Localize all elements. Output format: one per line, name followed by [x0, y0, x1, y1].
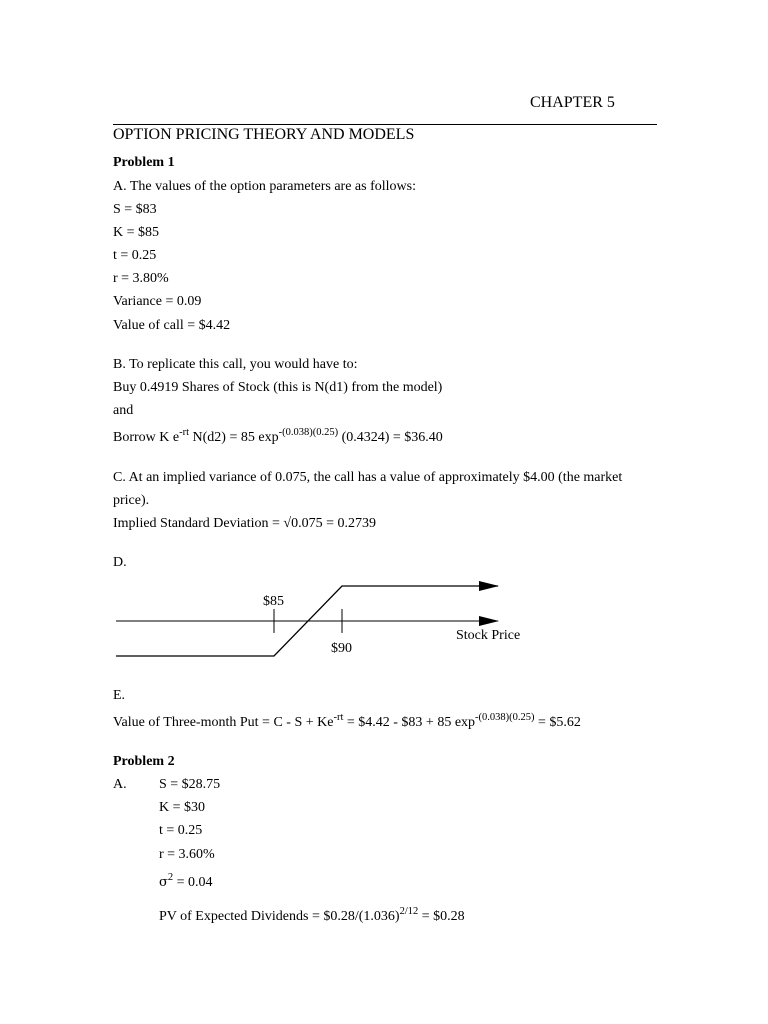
- borrow-text: Borrow K e: [113, 430, 180, 445]
- payoff-diagram: [0, 575, 768, 665]
- chapter-title: OPTION PRICING THEORY AND MODELS: [113, 126, 415, 143]
- sigma-exponent: 2: [167, 872, 174, 883]
- param-line: K = $30: [159, 800, 206, 815]
- param-line: S = $83: [113, 202, 157, 217]
- problem-2-heading: Problem 2: [113, 754, 175, 769]
- sigma-line: [159, 874, 213, 893]
- problem-1c-line: Implied Standard Deviation = √0.075 = 0.2739: [113, 516, 376, 531]
- put-exponent: -rt: [333, 712, 344, 723]
- label-85: $85: [263, 594, 284, 609]
- problem-1e-line: [113, 714, 581, 733]
- put-text: = $5.62: [534, 715, 581, 730]
- problem-1b-buy: Buy 0.4919 Shares of Stock (this is N(d1) from the model): [113, 380, 443, 395]
- param-line: t = 0.25: [159, 823, 203, 838]
- param-line: Value of call = $4.42: [113, 318, 231, 333]
- problem-1d-label: D.: [113, 555, 127, 570]
- put-text: = $4.42 - $83 + 85 exp: [343, 715, 476, 730]
- sigma-symbol: σ: [159, 875, 168, 890]
- problem-1a-intro: A. The values of the option parameters are as follows:: [113, 179, 416, 194]
- problem-1c-line: C. At an implied variance of 0.075, the call has a value of approximately $4.00 (the market: [113, 470, 623, 485]
- chapter-heading: CHAPTER 5: [530, 94, 615, 111]
- put-text: Value of Three-month Put = C - S + Ke: [113, 715, 334, 730]
- pv-exponent: 2/12: [399, 906, 419, 917]
- borrow-exponent: -rt: [179, 427, 190, 438]
- sigma-text: = 0.04: [173, 875, 213, 890]
- pv-text: = $0.28: [418, 909, 465, 924]
- problem-1-heading: Problem 1: [113, 155, 175, 170]
- problem-1c-line: price).: [113, 493, 150, 508]
- param-line: S = $28.75: [159, 777, 221, 792]
- param-line: t = 0.25: [113, 248, 157, 263]
- pv-text: PV of Expected Dividends = $0.28/(1.036): [159, 909, 400, 924]
- param-line: Variance = 0.09: [113, 294, 202, 309]
- problem-1b-and: and: [113, 403, 134, 418]
- problem-2a-label: A.: [113, 777, 127, 792]
- put-exponent: -(0.038)(0.25): [475, 712, 535, 723]
- header-rule: [113, 124, 657, 125]
- problem-1b-intro: B. To replicate this call, you would have to:: [113, 357, 358, 372]
- problem-1b-borrow: [113, 429, 443, 448]
- stock-price-label: Stock Price: [456, 628, 521, 643]
- param-line: r = 3.80%: [113, 271, 169, 286]
- param-line: r = 3.60%: [159, 847, 215, 862]
- param-line: K = $85: [113, 225, 160, 240]
- borrow-exponent: -(0.038)(0.25): [278, 427, 339, 438]
- borrow-text: N(d2) = 85 exp: [189, 430, 279, 445]
- borrow-text: (0.4324) = $36.40: [338, 430, 443, 445]
- problem-1e-label: E.: [113, 688, 126, 703]
- pv-dividends-line: [159, 908, 465, 927]
- label-90: $90: [331, 641, 352, 656]
